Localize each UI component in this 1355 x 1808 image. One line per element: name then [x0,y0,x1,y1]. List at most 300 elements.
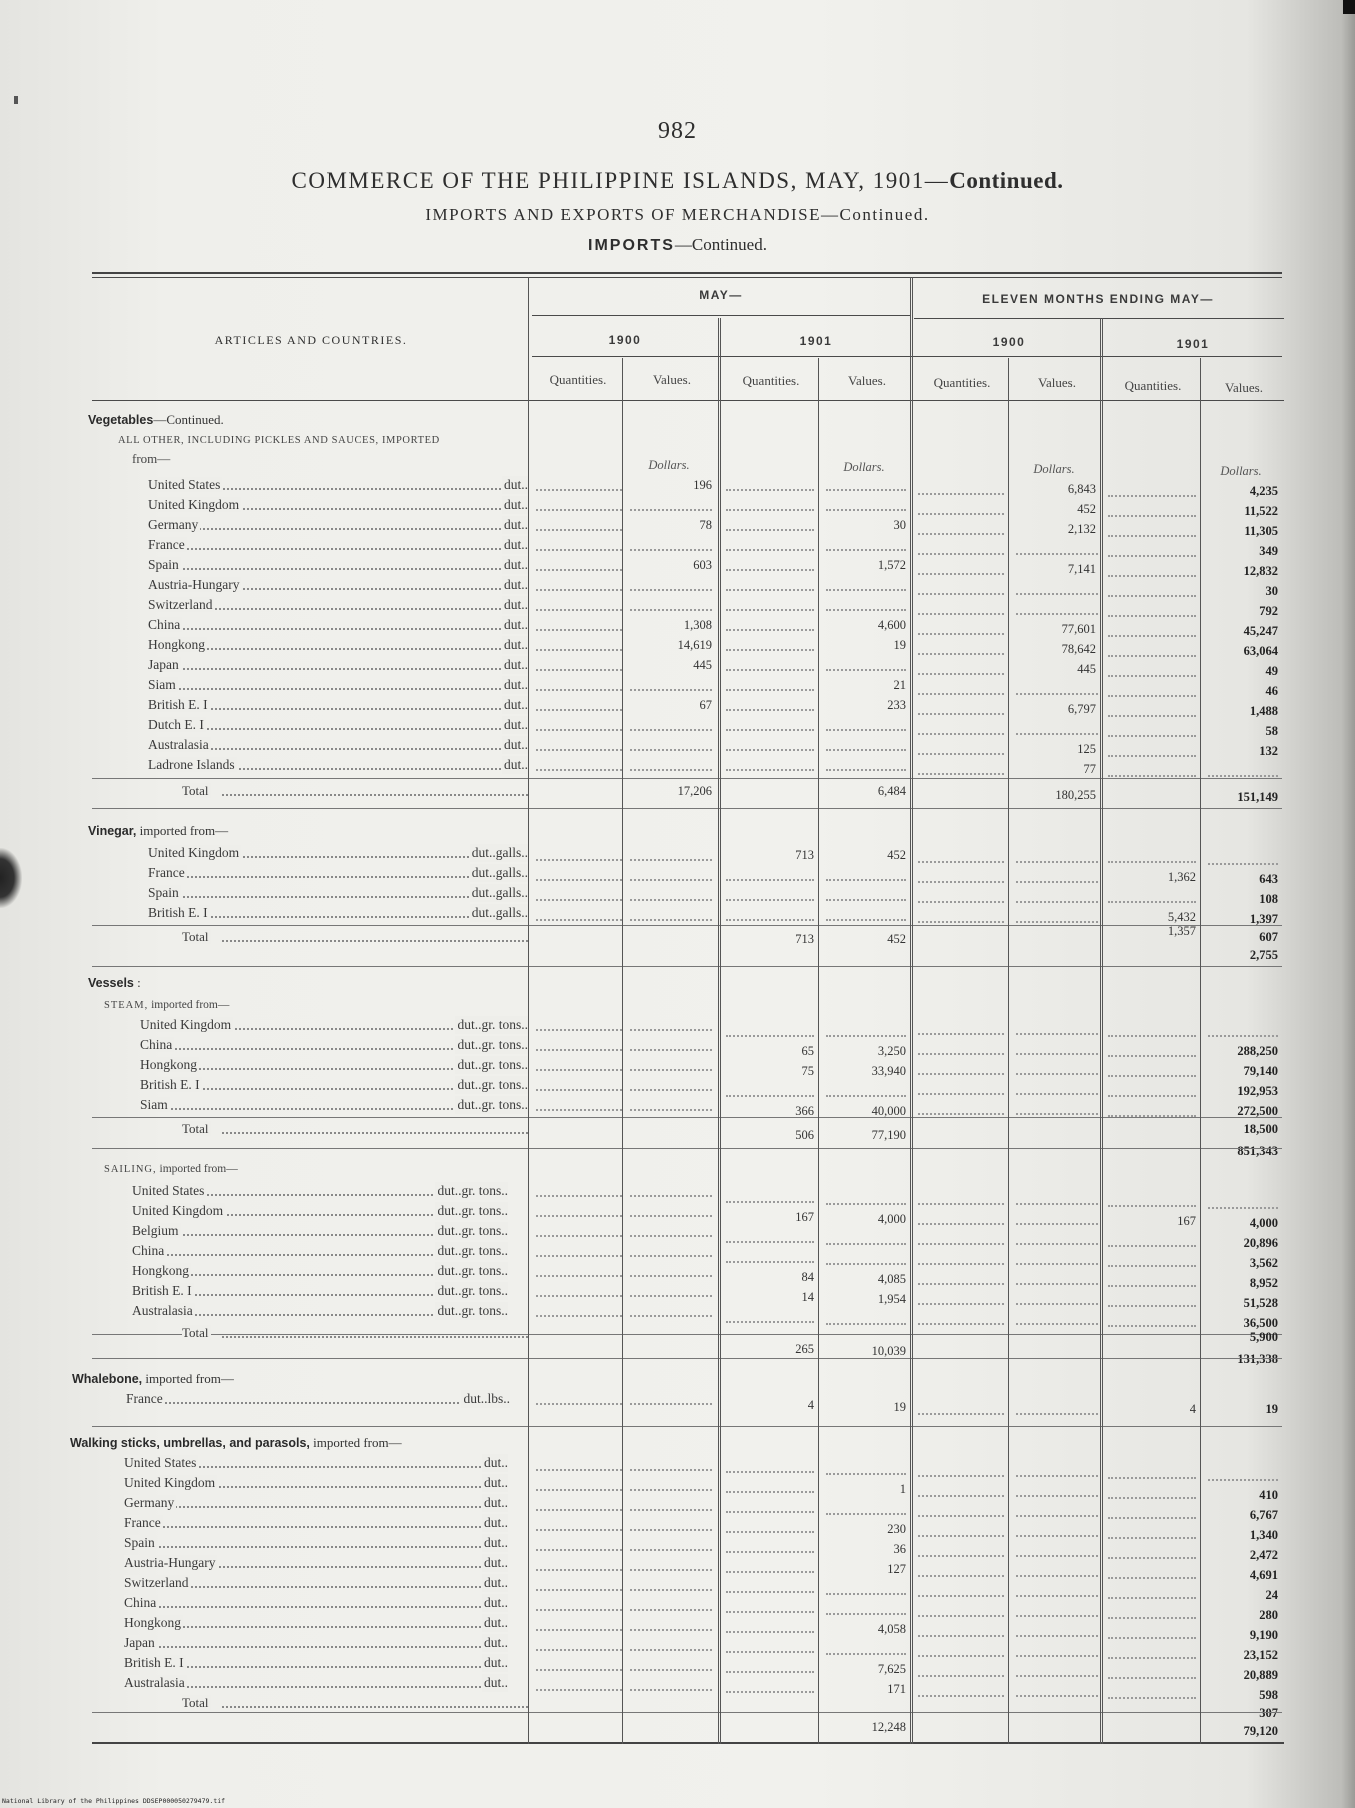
dot-leader [1108,1055,1196,1057]
vegetables-row-label [148,636,528,654]
vinegar-end-rule [92,966,1282,967]
dot-leader [826,749,906,751]
walking-sticks-heading-bold: Walking sticks, umbrellas, and parasols, [70,1436,310,1450]
dot-leader [222,1132,528,1134]
dot-leader [1016,1515,1098,1517]
dot-leader [1016,1073,1098,1075]
dot-leader [726,669,814,671]
eleven-header-rule [914,318,1284,319]
dot-leader [1016,1575,1098,1577]
dot-leader [1016,1595,1098,1597]
dot-leader [726,1321,814,1323]
duty-unit: dut..gr. tons.. [457,1097,528,1112]
dot-leader [1208,1207,1278,1209]
dot-leader [1016,613,1098,615]
dot-leader [630,1549,712,1551]
dot-leader [726,1491,814,1493]
dot-leader [536,569,622,571]
dot-leader [1016,1203,1098,1205]
country-name: United Kingdom [148,497,240,512]
dot-leader [826,769,906,771]
vegetables-row-label [148,656,528,674]
dot-leader [630,769,712,771]
dot-leader [1108,735,1196,737]
duty-unit: dut.. [503,537,528,552]
dot-leader [918,1655,1004,1657]
dot-leader [630,919,712,921]
steam-heading-rest: imported from— [148,999,230,1011]
col-q-eleven-1901: Quantities. [1124,378,1182,393]
duty-unit: dut.. [503,677,528,692]
walking-sticks-heading-rest: imported from— [309,1435,402,1450]
dot-leader [918,593,1004,595]
duty-unit: dut.. [503,697,528,712]
value-eleven-1901: 4,000 [1249,1216,1278,1230]
dot-leader [826,1613,906,1615]
duty-unit: dut.. [503,617,528,632]
duty-unit: dut..galls.. [471,865,528,880]
value-eleven-1901: 4,691 [1249,1568,1278,1582]
value-may-1901: 452 [887,848,906,862]
may-group-header: MAY— [699,288,743,302]
vline-eleven-years [1100,318,1103,1744]
dot-leader [1016,1555,1098,1557]
dot-leader [630,1529,712,1531]
dot-leader [1016,553,1098,555]
dot-leader [536,749,622,751]
dot-leader [726,1671,814,1673]
dot-leader [1016,1223,1098,1225]
dot-leader [1108,1285,1196,1287]
dot-leader [124,1526,508,1528]
dot-leader [918,1675,1004,1677]
walking-row-label [124,1634,508,1652]
dot-leader [726,1631,814,1633]
value-eleven-1900: 452 [1077,502,1096,516]
value-may-1901: 230 [887,1522,906,1536]
dot-leader [222,794,528,796]
dot-leader [1108,495,1196,497]
duty-unit: dut.. [483,1535,508,1550]
dot-leader [726,589,814,591]
vessels-heading-rest: : [133,975,141,990]
dot-leader [536,1629,622,1631]
dot-leader [918,573,1004,575]
dot-leader [918,753,1004,755]
dot-leader [222,1706,528,1708]
dot-leader [1108,1477,1196,1479]
value-eleven-1901: 36,500 [1243,1316,1278,1330]
dot-leader [1108,1075,1196,1077]
value-eleven-1901: 598 [1259,1688,1278,1702]
walking-row-label [124,1474,508,1492]
country-name: China [124,1595,157,1610]
dot-leader [726,729,814,731]
total-text: Total [182,929,209,944]
dot-leader [1016,1413,1098,1415]
duty-unit: dut..gr. tons.. [437,1183,508,1198]
duty-unit: dut.. [503,517,528,532]
duty-unit: dut..gr. tons.. [457,1037,528,1052]
dot-leader [536,1569,622,1571]
sailing-grand-eleven-1901: 131,338 [1237,1352,1278,1366]
country-name: Japan [148,657,179,672]
walking-row-label [124,1494,508,1512]
dot-leader [1016,1033,1098,1035]
vinegar-total-label [182,928,528,946]
country-name: Austria-Hungary [124,1555,216,1570]
dot-leader [826,1513,906,1515]
dot-leader [918,733,1004,735]
value-may-1901: 30 [893,518,906,532]
sailing-total-qty-may-1901: 265 [795,1342,814,1356]
dot-leader [536,1069,622,1071]
country-name: Germany [124,1495,175,1510]
country-name: United States [148,477,221,492]
qty-may-1901: 713 [795,848,814,862]
dot-leader [918,1413,1004,1415]
qty-may-1901: 167 [795,1210,814,1224]
dot-leader [1108,715,1196,717]
duty-unit: dut.. [483,1675,508,1690]
dot-leader [1108,615,1196,617]
dot-leader [630,879,712,881]
dot-leader [1108,755,1196,757]
walking-row-label [124,1594,508,1612]
dot-leader [1108,675,1196,677]
dot-leader [726,1261,814,1263]
duty-unit: dut.. [503,557,528,572]
dot-leader [536,769,622,771]
dot-leader [536,1215,622,1217]
vinegar-row-label [148,904,528,922]
dot-leader [918,1535,1004,1537]
dot-leader [536,1469,622,1471]
country-name: China [132,1243,165,1258]
dot-leader [222,940,528,942]
sailing-row-label [132,1202,508,1220]
dot-leader [1108,575,1196,577]
whalebone-heading-rest: imported from— [142,1371,234,1386]
value-eleven-1901: 1,397 [1249,912,1278,926]
dot-leader [1208,1479,1278,1481]
eleven-1900-header: 1900 [992,335,1026,349]
steam-row-label [140,1056,528,1074]
total-eleven-1901: 151,149 [1237,790,1278,804]
dot-leader [124,1506,508,1508]
dot-leader [630,1069,712,1071]
dot-leader [536,609,622,611]
dot-leader [918,1695,1004,1697]
vegetables-heading [88,411,224,429]
whalebone-row-label [126,1390,510,1408]
vegetables-row-label [148,596,528,614]
whalebone-heading-bold: Whalebone, [72,1372,143,1386]
dot-leader [1108,861,1196,863]
value-eleven-1901: 792 [1259,604,1278,618]
dot-leader [918,1475,1004,1477]
value-may-1901: 4,058 [877,1622,906,1636]
value-may-1901: 1 [899,1482,906,1496]
vegetables-heading-bold: Vegetables [88,413,154,427]
table-top-rule [92,272,1282,274]
vline-groups [910,277,913,1744]
duty-unit: dut.. [483,1595,508,1610]
dot-leader [726,609,814,611]
walking-row-label [124,1534,508,1552]
dot-leader [826,879,906,881]
value-eleven-1901: 4,235 [1249,484,1278,498]
value-eleven-1901: 1,340 [1249,1528,1278,1542]
dot-leader [826,1323,906,1325]
dot-leader [630,1295,712,1297]
scan-edge-mark [1343,0,1355,14]
country-name: Switzerland [124,1575,189,1590]
dot-leader [148,548,528,550]
value-eleven-1900: 77,601 [1061,622,1096,636]
duty-unit: dut..lbs.. [463,1391,510,1406]
country-name: Australasia [132,1303,193,1318]
col-v-may-1900: Values. [653,372,691,387]
dot-leader [536,729,622,731]
walking-sticks-heading [70,1434,402,1452]
qty-may-1901: 65 [801,1044,814,1058]
value-eleven-1901: 3,562 [1249,1256,1278,1270]
country-name: Belgium [132,1223,179,1238]
dot-leader [918,1203,1004,1205]
dot-leader [726,749,814,751]
vegetables-row-label [148,736,528,754]
dot-leader [918,1223,1004,1225]
country-name: United Kingdom [132,1203,224,1218]
value-may-1901: 1,954 [877,1292,906,1306]
dot-leader [1108,1537,1196,1539]
dot-leader [630,1629,712,1631]
dot-leader [726,919,814,921]
dot-leader [918,881,1004,883]
duty-unit: dut.. [503,477,528,492]
country-name: France [124,1515,161,1530]
dot-leader [918,901,1004,903]
dot-leader [1016,1615,1098,1617]
value-eleven-1901: 46 [1265,684,1278,698]
value-eleven-1901: 11,305 [1244,524,1278,538]
dot-leader [1108,901,1196,903]
total-text: Total [182,1121,209,1136]
steam-heading [104,996,229,1015]
dot-leader [630,899,712,901]
dot-leader [826,1653,906,1655]
dot-leader [1108,775,1196,777]
country-name: Siam [140,1097,168,1112]
dot-leader [1016,1113,1098,1115]
vegetables-subheading-2: from— [132,451,171,466]
dot-leader [826,589,906,591]
dot-leader [726,1691,814,1693]
duty-unit: dut.. [503,717,528,732]
duty-unit: dut..gr. tons.. [437,1283,508,1298]
country-name: Siam [148,677,176,692]
country-name: China [148,617,181,632]
dot-leader [536,1529,622,1531]
dot-leader [630,549,712,551]
dot-leader [630,589,712,591]
dot-leader [726,879,814,881]
vinegar-heading-bold: Vinegar, [88,824,137,838]
value-may-1901: 7,625 [877,1662,906,1676]
duty-unit: dut..gr. tons.. [437,1203,508,1218]
country-name: Australasia [148,737,209,752]
vegetables-subtotal-rule [92,778,1282,779]
value-may-1901: 127 [887,1562,906,1576]
value-eleven-1901: 349 [1259,544,1278,558]
dot-leader [826,1035,906,1037]
dot-leader [918,1113,1004,1115]
dot-leader [726,1095,814,1097]
walking-total-label [182,1694,528,1712]
eleven-1901-header: 1901 [1176,337,1210,351]
dot-leader [1016,593,1098,595]
value-eleven-1901: 192,953 [1237,1084,1278,1098]
country-name: Spain [148,557,179,572]
dot-leader [826,1203,906,1205]
steam-end-rule [92,1148,1282,1149]
sailing-end-rule [92,1358,1282,1359]
value-eleven-1901: 58 [1265,724,1278,738]
dollars-unit-label: Dollars. [843,460,885,474]
dot-leader [918,553,1004,555]
country-name: British E. I [148,697,208,712]
may-1901-header: 1901 [799,334,833,348]
dot-leader [1108,1035,1196,1037]
country-name: British E. I [140,1077,200,1092]
dot-leader [726,1531,814,1533]
vegetables-end-rule [92,808,1282,809]
dot-leader [726,1551,814,1553]
dot-leader [536,1029,622,1031]
value-may-1901: 19 [893,638,906,652]
vegetables-row-label [148,576,528,594]
dot-leader [726,1571,814,1573]
articles-header: ARTICLES AND COUNTRIES. [214,333,408,347]
title-main: COMMERCE OF THE PHILIPPINE ISLANDS, MAY, 1901— [291,168,950,193]
country-name: British E. I [148,905,208,920]
total-text: Total [182,1325,209,1340]
value-eleven-1901: 272,500 [1237,1104,1278,1118]
duty-unit: dut..gr. tons.. [437,1303,508,1318]
value-eleven-1901: 8,952 [1249,1276,1278,1290]
dot-leader [1108,1597,1196,1599]
dot-leader [536,709,622,711]
dot-leader [918,713,1004,715]
eleven-months-group-header: ELEVEN MONTHS ENDING MAY— [982,292,1214,306]
country-name: Ladrone Islands [148,757,235,772]
dot-leader [826,1473,906,1475]
dot-leader [536,649,622,651]
qty-may-1901: 75 [801,1064,814,1078]
dot-leader [536,1255,622,1257]
vline-articles [528,277,529,1744]
year-header-rule [532,356,1282,357]
dot-leader [1016,1093,1098,1095]
vegetables-row-label [148,536,528,554]
dot-leader [148,568,528,570]
dot-leader [918,653,1004,655]
duty-unit: dut.. [503,577,528,592]
dot-leader [630,1509,712,1511]
walking-row-label [124,1574,508,1592]
duty-unit: dut.. [483,1475,508,1490]
country-name: Hongkong [124,1615,181,1630]
value-eleven-1901: 79,140 [1243,1064,1278,1078]
vinegar-heading [88,822,228,840]
dot-leader [536,1275,622,1277]
dot-leader [1016,693,1098,695]
dot-leader [630,1403,712,1405]
dot-leader [536,669,622,671]
dot-leader [630,1315,712,1317]
dot-leader [630,689,712,691]
dot-leader [726,689,814,691]
country-name: British E. I [124,1655,184,1670]
dot-leader [148,628,528,630]
dot-leader [630,1029,712,1031]
dot-leader [826,899,906,901]
walking-row-label [124,1454,508,1472]
dot-leader [536,1295,622,1297]
dot-leader [1208,1035,1278,1037]
dot-leader [630,1669,712,1671]
value-may-1900: 78 [699,518,712,532]
qty-eleven-1901: 4 [1189,1402,1196,1416]
vessels-heading [88,974,141,992]
dot-leader [1108,1697,1196,1699]
may-1900-header: 1900 [608,333,642,347]
value-eleven-1900: 77 [1083,762,1096,776]
value-may-1901: 4,000 [877,1212,906,1226]
dot-leader [630,1275,712,1277]
dot-leader [1016,1675,1098,1677]
vegetables-total-label [182,782,528,800]
dot-leader [1016,1695,1098,1697]
dot-leader [826,609,906,611]
dot-leader [918,1263,1004,1265]
value-eleven-1901: 410 [1259,1488,1278,1502]
duty-unit: dut.. [503,737,528,752]
dot-leader [536,509,622,511]
walking-extra-eleven-1901: 307 [1259,1706,1278,1720]
col-v-may-1901: Values. [848,373,886,388]
dot-leader [918,693,1004,695]
dot-leader [1108,1497,1196,1499]
vegetables-row-label [148,496,528,514]
value-may-1900: 14,619 [677,638,712,652]
value-eleven-1901: 288,250 [1237,1044,1278,1058]
dot-leader [630,1049,712,1051]
dot-leader [1108,595,1196,597]
total-eleven-1900: 180,255 [1055,788,1096,802]
value-may-1901: 4,085 [877,1272,906,1286]
dot-leader [536,1589,622,1591]
dot-leader [536,1649,622,1651]
qty-eleven-1901: 167 [1177,1214,1196,1228]
dot-leader [1208,775,1278,777]
dot-leader [1016,861,1098,863]
country-name: Switzerland [148,597,213,612]
dot-leader [726,709,814,711]
dollars-unit-label: Dollars. [1033,462,1075,476]
dot-leader [918,1073,1004,1075]
